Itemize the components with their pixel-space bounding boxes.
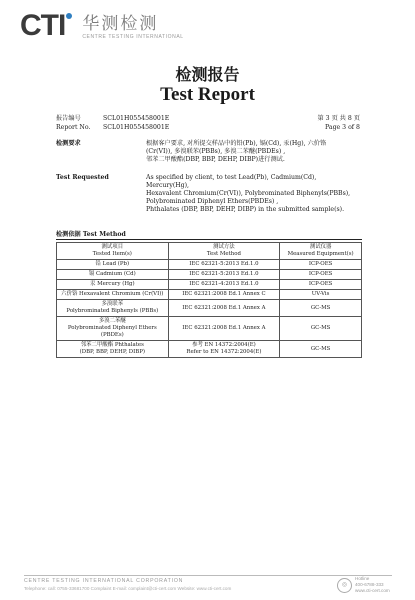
logo-cn: 华测检测 <box>82 14 159 34</box>
header-test-method <box>168 243 280 260</box>
header-tested-items <box>57 243 169 260</box>
method-line: IEC 62321-4:2013 Ed.1.0 <box>189 281 259 287</box>
hotline-number: 400-6788-333 <box>355 582 384 587</box>
footer-website: www.cti-cert.com <box>355 588 390 593</box>
item-line: 汞 Mercury (Hg) <box>90 281 135 287</box>
requirements-cn-line: (Cr(VI)), 多溴联苯(PBBs), 多溴二苯醚(PBDEs) , <box>146 148 286 155</box>
header-en: Test Method <box>206 251 241 257</box>
header-cn: 测试项目 <box>101 244 124 250</box>
cell-item <box>57 341 169 358</box>
item-line: 铅 Lead (Pb) <box>95 261 130 267</box>
cell-item <box>57 317 169 341</box>
requirements-cn-line: 邻苯二甲酸酯(DBP, BBP, DEHP, DIBP)进行测试. <box>146 156 285 163</box>
cell-item <box>57 290 169 300</box>
requirements-text-cn <box>146 140 361 164</box>
table-row <box>57 317 362 341</box>
cell-item <box>57 300 169 317</box>
item-line: 多溴二苯醚 <box>98 318 126 324</box>
requirements-text-en <box>146 174 361 214</box>
footer-rule <box>24 575 392 576</box>
cell-method <box>168 317 280 341</box>
footer-contacts: Telephone: call: 0755-33681700 Complaint E-mail: complaint@cti-cert.com Website: www.cti-cert.com <box>24 586 232 591</box>
header-cn: 测试方法 <box>213 244 235 250</box>
cell-equipment: ICP-OES <box>280 280 362 290</box>
method-line: IEC 62321:2008 Ed.1 Annex C <box>182 291 266 297</box>
table-row <box>57 260 362 270</box>
logo-en: CENTRE TESTING INTERNATIONAL <box>82 34 184 40</box>
item-line: 六价铬 Hexavalent Chromium (Cr(VI)) <box>61 291 164 297</box>
table-row <box>57 290 362 300</box>
cell-item <box>57 260 169 270</box>
report-title-en: Test Report <box>160 84 255 105</box>
item-line: 镉 Cadmium (Cd) <box>88 271 136 277</box>
method-line: IEC 62321-5:2013 Ed.1.0 <box>189 271 259 277</box>
logo-dot-icon <box>66 13 72 19</box>
table-row <box>57 300 362 317</box>
requirements-en-line: Hexavalent Chromium(Cr(VI)), Polybrominated Biphenyls(PBBs), <box>146 190 351 197</box>
requirements-en-line: As specified by client, to test Lead(Pb), Cadmium(Cd), Mercury(Hg), <box>146 174 317 189</box>
report-no-value-cn: SCL01H055458001E <box>103 115 170 122</box>
test-method-heading: 检测依据 Test Method <box>56 231 126 238</box>
header-equipment <box>280 243 362 260</box>
header-cn: 测试仪器 <box>309 244 332 250</box>
footer-cti-icon: ◎ <box>337 578 352 593</box>
header-en: Tested Item(s) <box>92 251 132 257</box>
cell-equipment: GC-MS <box>280 341 362 358</box>
table-row <box>57 341 362 358</box>
test-method-table <box>56 242 362 358</box>
page-number-en: Page 3 of 8 <box>325 124 360 131</box>
table-header-row <box>57 243 362 260</box>
hotline-label: Hotline <box>355 576 370 581</box>
heading-rule <box>56 239 362 240</box>
logo-text-block <box>82 14 183 40</box>
footer-hotline <box>355 576 390 594</box>
item-line: Polybrominated Biphenyls (PBBs) <box>66 308 159 314</box>
item-line: 邻苯二甲酸酯 Phthalates <box>80 342 144 348</box>
report-no-label-cn: 报告编号 <box>56 115 81 122</box>
requirements-label-en: Test Requested <box>56 174 109 181</box>
cell-method <box>168 270 280 280</box>
cell-method <box>168 260 280 270</box>
method-line: IEC 62321:2008 Ed.1 Annex A <box>182 304 266 311</box>
table-row <box>57 280 362 290</box>
cell-equipment: ICP-OES <box>280 260 362 270</box>
report-title-cn: 检测报告 <box>175 65 240 84</box>
item-line: (DBP, BBP, DEHP, DIBP) <box>79 349 145 355</box>
company-logo <box>20 10 184 50</box>
requirements-cn-line: 根据客户要求, 对所提交样品中的铅(Pb), 镉(Cd), 汞(Hg), 六价铬 <box>146 140 327 147</box>
logo-cti-text: CTI <box>20 9 66 42</box>
cell-equipment: GC-MS <box>280 317 362 341</box>
method-line: Refer to EN 14372:2004(E) <box>186 349 262 355</box>
cell-item <box>57 270 169 280</box>
cell-equipment: ICP-OES <box>280 270 362 280</box>
requirements-en-line: Polybrominated Diphenyl Ethers(PBDEs) , <box>146 198 279 205</box>
footer-corporation: CENTRE TESTING INTERNATIONAL CORPORATION <box>24 578 184 584</box>
cell-item <box>57 280 169 290</box>
method-line: IEC 62321-5:2013 Ed.1.0 <box>189 261 259 267</box>
table-row <box>57 270 362 280</box>
cell-method <box>168 341 280 358</box>
method-line: 参考 EN 14372:2004(E) <box>192 342 256 348</box>
report-no-value-en: SCL01H055458001E <box>103 124 170 131</box>
method-line: IEC 62321:2008 Ed.1 Annex A <box>182 325 266 331</box>
cell-method <box>168 290 280 300</box>
cell-method <box>168 300 280 317</box>
item-line: Polybrominated Diphenyl Ethers (PBDEs) <box>67 325 157 338</box>
report-no-label-en: Report No. <box>56 124 91 131</box>
cell-equipment: GC-MS <box>280 300 362 317</box>
item-line: 多溴联苯 <box>101 301 124 307</box>
requirements-label-cn: 检测要求 <box>56 140 81 147</box>
header-en: Measured Equipment(s) <box>287 251 354 257</box>
requirements-en-line: Phthalates (DBP, BBP, DEHP, DIBP) in the submitted sample(s). <box>146 206 345 213</box>
cell-equipment: UV-Vis <box>280 290 362 300</box>
page-number-cn: 第 3 页 共 8 页 <box>317 115 360 122</box>
cell-method <box>168 280 280 290</box>
